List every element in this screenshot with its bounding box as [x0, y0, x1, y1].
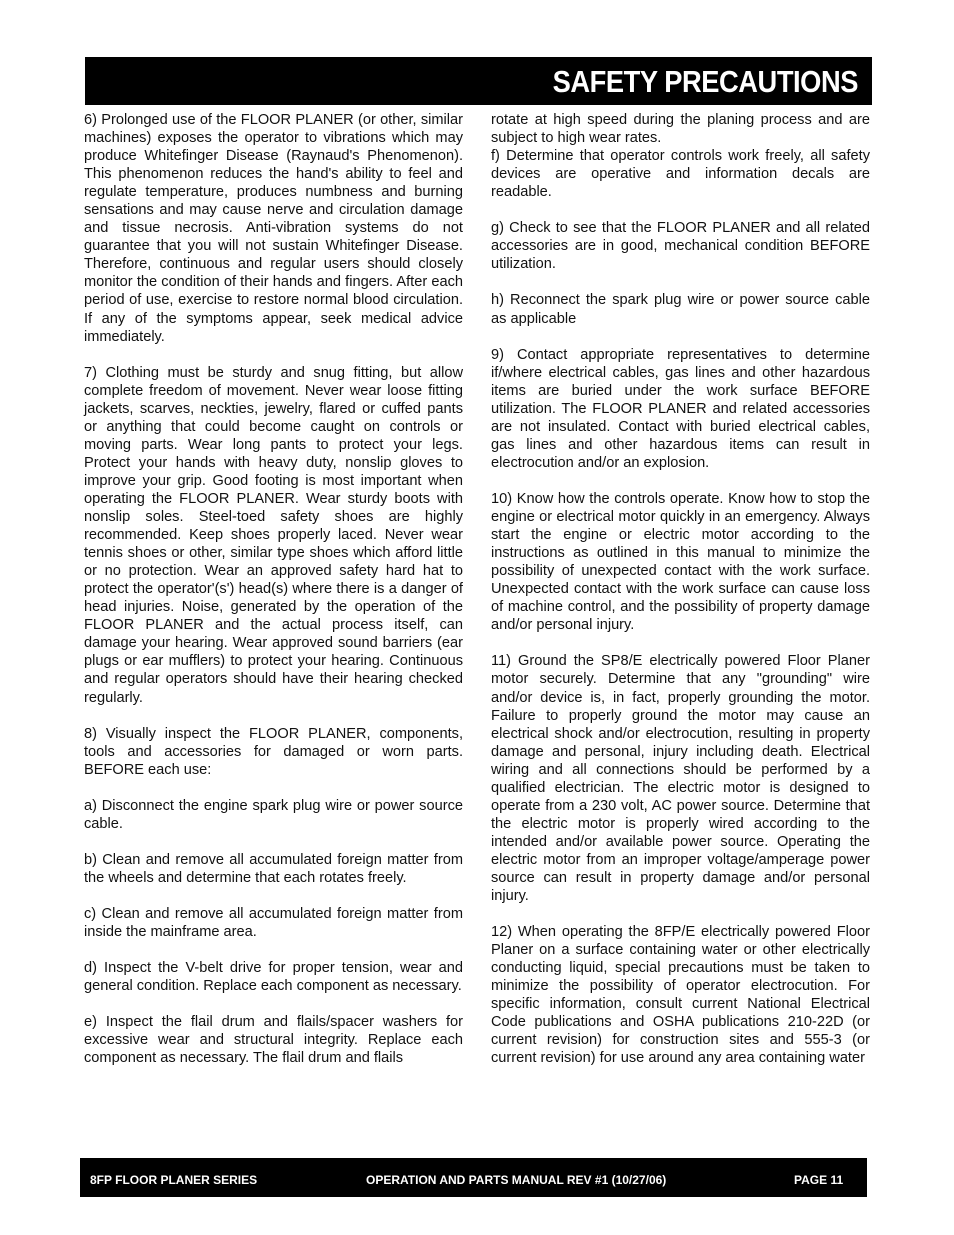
- paragraph-8a-disconnect: a) Disconnect the engine spark plug wire or power source cable.: [84, 797, 463, 832]
- paragraph-8-inspect: 8) Visually inspect the FLOOR PLANER, components, tools and accessories for damaged or worn parts. BEFORE each use:: [84, 725, 463, 778]
- footer-bar: [80, 1158, 867, 1197]
- left-column: [84, 111, 463, 1067]
- right-column: [491, 111, 870, 1067]
- paragraph-10-controls-operate: 10) Know how the controls operate. Know how to stop the engine or electrical motor quickly in an emergency. Always start the engine or electric motor according to the instructions as outlined in this manual to minimize the possibility of unexpected contact with the work surface. Unexpected contact with the work surface can cause loss of machine control, and the possibility of property damage and/or personal injury.: [491, 490, 870, 634]
- footer-series: 8FP FLOOR PLANER SERIES: [90, 1173, 258, 1187]
- paragraph-8g-condition: g) Check to see that the FLOOR PLANER and all related accessories are in good, mechanical condition BEFORE utilization.: [491, 220, 870, 273]
- page-title: SAFETY PRECAUTIONS: [552, 64, 858, 99]
- paragraph-8d-vbelt: d) Inspect the V-belt drive for proper tension, wear and general condition. Replace each component as necessary.: [84, 960, 463, 995]
- paragraph-8c-mainframe: c) Clean and remove all accumulated foreign matter from inside the mainframe area.: [84, 906, 463, 941]
- paragraph-8f-controls: f) Determine that operator controls work freely, all safety devices are operative and information decals are readable.: [491, 148, 870, 201]
- paragraph-6-vibration: 6) Prolonged use of the FLOOR PLANER (or other, similar machines) exposes the operator to vibrations which may produce Whitefinger Disease (Raynaud's Phenomenon). This phenomenon reduces the hand's ability to feel and regulate temperature, produces numbness and burning sensations and may cause nerve and circulation damage and tissue necrosis. Anti-vibration systems do not guarantee that you will not sustain Whitefinger Disease. Therefore, continuous and regular users should closely monitor the condition of their hands and fingers. After each period of use, exercise to restore normal blood circulation. If any of the symptoms appear, seek medical advice immediately.: [84, 112, 463, 345]
- paragraph-8b-wheels: b) Clean and remove all accumulated foreign matter from the wheels and determine that each rotates freely.: [84, 851, 463, 886]
- paragraph-7-clothing: 7) Clothing must be sturdy and snug fitting, but allow complete freedom of movement. Never wear loose fitting jackets, scarves, neckties, jewelry, flared or cuffed pants or anything that could become caught on controls or moving parts. Wear long pants to protect your legs. Protect your hands with heavy duty, nonslip gloves to improve your grip. Good footing is most important when operating the FLOOR PLANER. Wear sturdy boots with nonslip soles. Steel-toed safety shoes are highly recommended. Keep shoes properly laced. Never wear tennis shoes or other, similar type shoes which afford little or no protection. Wear an approved safety hard hat to protect the operator'(s') head(s) where there is a danger of head injuries. Noise, generated by the operation of the FLOOR PLANER and the actual process itself, can damage your hearing. Wear approved sound barriers (ear plugs or ear mufflers) to protect your hearing. Continuous and regular operators should have their hearing checked regularly.: [84, 364, 463, 706]
- paragraph-8e-continued: rotate at high speed during the planing process and are subject to high wear rates.: [491, 112, 870, 147]
- paragraph-9-buried-utilities: 9) Contact appropriate representatives to determine if/where electrical cables, gas lines and other hazardous items are buried under the work surface BEFORE utilization. The FLOOR PLANER and related accessories are not insulated. Contact with buried electrical cables, gas lines and other hazardous items can result in electrocution and/or an explosion.: [491, 346, 870, 471]
- paragraph-8h-reconnect: h) Reconnect the spark plug wire or power source cable as applicable: [491, 292, 870, 327]
- paragraph-8e-flail-drum: e) Inspect the flail drum and flails/spacer washers for excessive wear and structural integrity. Replace each component as necessary. The flail drum and flails: [84, 1014, 463, 1067]
- paragraph-12-water: 12) When operating the 8FP/E electrically powered Floor Planer on a surface containing water or other electrically conducting liquid, special precautions must be taken to minimize the possibility of operator electrocution. For specific information, consult current National Electrical Code publications and OSHA publications 210-22D (or current revision) for construction sites and 555-3 (or current revision) for use around any area containing water: [491, 924, 870, 1067]
- footer-manual-revision: OPERATION AND PARTS MANUAL REV #1 (10/27/06): [366, 1173, 667, 1187]
- header-bar: [85, 57, 872, 105]
- paragraph-11-grounding: 11) Ground the SP8/E electrically powered Floor Planer motor securely. Determine that any "grounding" wire and/or device is, in fact, properly grounding the motor. Failure to properly ground the motor may cause an electrical shock and/or electrocution, resulting in property damage and personal, injury including death. Electrical wiring and all connections should be performed by a qualified electrician. The electric motor is designed to operate from a 230 volt, AC power source. Determine that the electric motor is properly wired according to the intended and/or available power source. Operating the electric motor from an improper voltage/amperage power source can result in property damage and/or personal injury.: [491, 653, 870, 905]
- footer-page-number: PAGE 11: [794, 1173, 844, 1187]
